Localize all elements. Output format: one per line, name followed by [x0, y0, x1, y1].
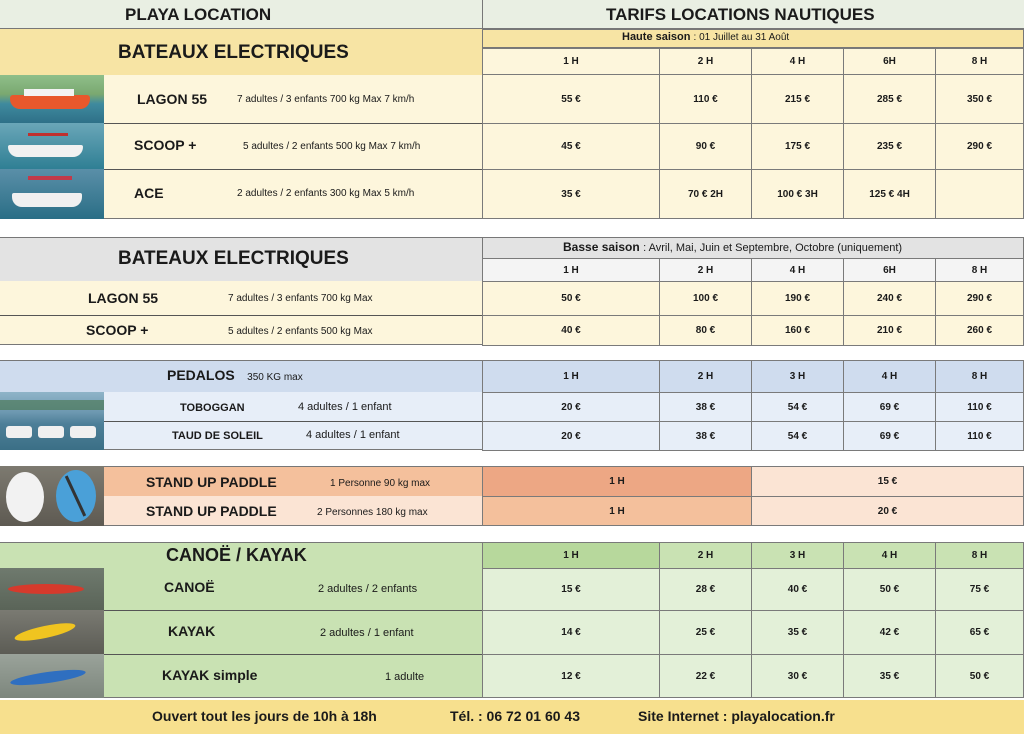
- section3-title: PEDALOS: [167, 367, 235, 383]
- col-header: 4 H: [843, 542, 936, 569]
- section5-rows-bg: [104, 568, 482, 698]
- section1-season: [622, 31, 789, 43]
- section2-row-divider: [0, 315, 482, 316]
- price-cell: 235 €: [843, 123, 936, 170]
- price-cell: 190 €: [751, 281, 844, 316]
- price-cell: 40 €: [482, 315, 660, 346]
- row-name: ACE: [134, 185, 164, 201]
- price-cell: 110 €: [935, 392, 1024, 422]
- row-desc: 4 adultes / 1 enfant: [306, 429, 400, 441]
- price-cell: 25 €: [659, 610, 752, 655]
- price-cell: 42 €: [843, 610, 936, 655]
- price-cell: 160 €: [751, 315, 844, 346]
- kayak-simple-photo: [0, 654, 104, 698]
- header-left-title: PLAYA LOCATION: [125, 5, 272, 24]
- price-cell: 80 €: [659, 315, 752, 346]
- boat-photo-ace: [0, 169, 104, 219]
- price-cell: 290 €: [935, 123, 1024, 170]
- price-cell: 290 €: [935, 281, 1024, 316]
- price-cell: 50 €: [935, 654, 1024, 698]
- price-cell: 30 €: [751, 654, 844, 698]
- row-desc: 5 adultes / 2 enfants 500 kg Max 7 km/h: [243, 141, 421, 152]
- price-cell: 55 €: [482, 74, 660, 124]
- section5-row-divider: [104, 610, 482, 611]
- footer-hours: Ouvert tout les jours de 10h à 18h: [152, 708, 377, 724]
- section1-row-divider: [104, 123, 482, 124]
- price-cell: 15 €: [482, 568, 660, 611]
- row-name: LAGON 55: [88, 290, 159, 306]
- row-name: TAUD DE SOLEIL: [172, 430, 263, 442]
- row-name: STAND UP PADDLE: [146, 474, 277, 490]
- row-desc: 2 Personnes 180 kg max: [317, 507, 428, 518]
- section2-season-label: Basse saison: [563, 240, 640, 254]
- row-name: KAYAK: [168, 623, 216, 639]
- price-cell: 240 €: [843, 281, 936, 316]
- price-cell: 110 €: [935, 421, 1024, 451]
- col-header: 4 H: [843, 360, 936, 393]
- col-header: 6H: [843, 48, 936, 75]
- price-cell: 20 €: [751, 496, 1024, 526]
- price-cell: 90 €: [659, 123, 752, 170]
- boat-photo-lagon55: [0, 75, 104, 123]
- col-header: 1 H: [482, 360, 660, 393]
- price-cell: 22 €: [659, 654, 752, 698]
- price-cell: 50 €: [843, 568, 936, 611]
- price-cell: 12 €: [482, 654, 660, 698]
- row-name: KAYAK simple: [162, 667, 258, 683]
- price-cell: 175 €: [751, 123, 844, 170]
- footer-phone: Tél. : 06 72 01 60 43: [450, 708, 580, 724]
- col-header: 3 H: [751, 360, 844, 393]
- row-desc: 2 adultes / 1 enfant: [320, 627, 414, 639]
- price-cell: 65 €: [935, 610, 1024, 655]
- col-header: 4 H: [751, 48, 844, 75]
- kayak-photo: [0, 610, 104, 654]
- col-header: 3 H: [751, 542, 844, 569]
- price-cell: 100 €: [659, 281, 752, 316]
- price-cell: 210 €: [843, 315, 936, 346]
- price-cell: [935, 169, 1024, 219]
- price-cell: 40 €: [751, 568, 844, 611]
- price-cell: 110 €: [659, 74, 752, 124]
- col-header: 2 H: [659, 360, 752, 393]
- canoe-photo: [0, 568, 104, 610]
- row-desc: 7 adultes / 3 enfants 700 kg Max 7 km/h: [237, 94, 415, 105]
- price-cell: 69 €: [843, 421, 936, 451]
- price-cell: 54 €: [751, 421, 844, 451]
- col-header: 2 H: [659, 258, 752, 282]
- section2-title: BATEAUX ELECTRIQUES: [118, 248, 349, 269]
- duration-cell: 1 H: [482, 466, 752, 497]
- footer-website: Site Internet : playalocation.fr: [638, 708, 835, 724]
- price-cell: 125 € 4H: [843, 169, 936, 219]
- row-desc: 1 Personne 90 kg max: [330, 478, 431, 489]
- section1-season-label: Haute saison: [622, 31, 691, 43]
- price-cell: 15 €: [751, 466, 1024, 497]
- row-desc: 5 adultes / 2 enfants 500 kg Max: [228, 326, 373, 337]
- section1-title: BATEAUX ELECTRIQUES: [118, 42, 349, 63]
- col-header: 8 H: [935, 258, 1024, 282]
- col-header: 1 H: [482, 258, 660, 282]
- col-header: 8 H: [935, 542, 1024, 569]
- price-cell: 35 €: [482, 169, 660, 219]
- row-name: CANOË: [164, 579, 215, 595]
- price-cell: 215 €: [751, 74, 844, 124]
- price-cell: 50 €: [482, 281, 660, 316]
- price-cell: 45 €: [482, 123, 660, 170]
- price-cell: 69 €: [843, 392, 936, 422]
- row-desc: 4 adultes / 1 enfant: [298, 401, 392, 413]
- section5-row-divider: [104, 654, 482, 655]
- section3-row-divider: [104, 421, 482, 422]
- row-name: SCOOP +: [134, 137, 197, 153]
- col-header: 6H: [843, 258, 936, 282]
- pedalo-photo: [0, 392, 104, 450]
- row-desc: 7 adultes / 3 enfants 700 kg Max: [228, 293, 373, 304]
- price-cell: 70 € 2H: [659, 169, 752, 219]
- price-cell: 38 €: [659, 421, 752, 451]
- price-cell: 100 € 3H: [751, 169, 844, 219]
- price-cell: 75 €: [935, 568, 1024, 611]
- price-cell: 35 €: [751, 610, 844, 655]
- section1-row-divider: [104, 169, 482, 170]
- section2-season: [563, 240, 902, 254]
- row-desc: 2 adultes / 2 enfants 300 kg Max 5 km/h: [237, 188, 415, 199]
- col-header: 1 H: [482, 542, 660, 569]
- row-desc: 1 adulte: [385, 671, 425, 683]
- row-name: TOBOGGAN: [180, 402, 245, 414]
- price-cell: 260 €: [935, 315, 1024, 346]
- section5-title: CANOË / KAYAK: [166, 545, 307, 565]
- price-cell: 38 €: [659, 392, 752, 422]
- col-header: 2 H: [659, 542, 752, 569]
- price-cell: 20 €: [482, 421, 660, 451]
- row-name: LAGON 55: [137, 91, 208, 107]
- row-name: SCOOP +: [86, 322, 149, 338]
- col-header: 4 H: [751, 258, 844, 282]
- price-cell: 54 €: [751, 392, 844, 422]
- row-name: STAND UP PADDLE: [146, 503, 277, 519]
- price-cell: 35 €: [843, 654, 936, 698]
- boat-photo-scoop: [0, 123, 104, 169]
- price-cell: 14 €: [482, 610, 660, 655]
- price-cell: 285 €: [843, 74, 936, 124]
- row-desc: 2 adultes / 2 enfants: [318, 583, 418, 595]
- price-cell: 350 €: [935, 74, 1024, 124]
- paddle-photo: [0, 466, 104, 526]
- section2-season-dates: : Avril, Mai, Juin et Septembre, Octobre (uniquement): [643, 242, 903, 254]
- section3-subtitle: 350 KG max: [247, 372, 303, 383]
- col-header: 8 H: [935, 360, 1024, 393]
- price-cell: 28 €: [659, 568, 752, 611]
- header-right-title: TARIFS LOCATIONS NAUTIQUES: [606, 5, 875, 24]
- section1-season-dates: : 01 Juillet au 31 Août: [693, 32, 790, 43]
- duration-cell: 1 H: [482, 496, 752, 526]
- col-header: 2 H: [659, 48, 752, 75]
- col-header: 1 H: [482, 48, 660, 75]
- section3-title-wrap: [167, 367, 303, 385]
- col-header: 8 H: [935, 48, 1024, 75]
- price-cell: 20 €: [482, 392, 660, 422]
